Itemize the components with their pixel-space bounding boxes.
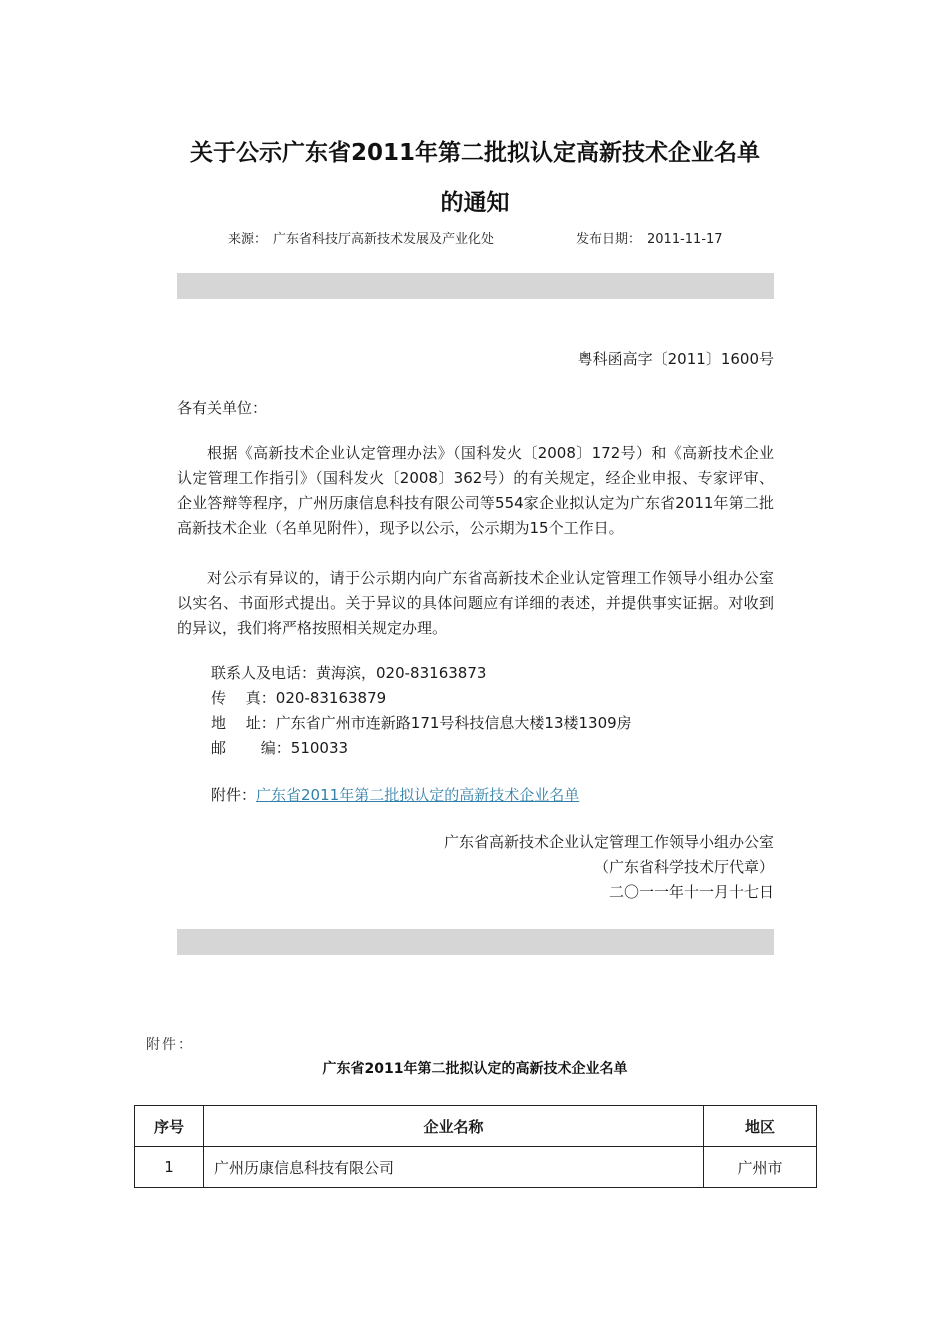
salutation: 各有关单位： xyxy=(177,399,268,417)
bottom-divider-bar xyxy=(177,929,774,955)
source-label: 来源： xyxy=(228,232,268,247)
signature-seal: （广东省科学技术厅代章） xyxy=(593,858,774,876)
body-paragraph-1: 根据《高新技术企业认定管理办法》（国科发火〔2008〕172号）和《高新技术企业认定管理工作指引》（国科发火〔2008〕362号）的有关规定，经企业申报、专家评审、企业答辩等程序，广州历康信息科技有限公司等554家企业拟认定为广东省2011年第二批高新技术企业（名单见附件），现予以公示，公示期为15个工作日。 xyxy=(177,444,774,537)
cell-number: 1 xyxy=(135,1147,204,1188)
attachment-link[interactable]: 广东省2011年第二批拟认定的高新技术企业名单 xyxy=(256,786,580,804)
contact-person-value: 黄海滨，020-83163873 xyxy=(316,664,487,682)
contact-person xyxy=(211,661,486,686)
signature-organization: 广东省高新技术企业认定管理工作领导小组办公室 xyxy=(443,833,774,851)
table-header-row xyxy=(135,1106,817,1147)
source-value: 广东省科技厅高新技术发展及产业化处 xyxy=(273,232,495,247)
postcode-value: 510033 xyxy=(290,739,349,757)
page-title: 关于公示广东省2011年第二批拟认定高新技术企业名单 xyxy=(189,140,760,166)
attachment-label: 附件： xyxy=(211,786,257,804)
attachment-section-label: 附件： xyxy=(146,1037,194,1053)
contact-address xyxy=(211,711,632,736)
cell-region: 广州市 xyxy=(704,1147,817,1188)
fax-value: 020-83163879 xyxy=(275,689,387,707)
contact-person-label: 联系人及电话： xyxy=(211,664,317,682)
enterprise-table xyxy=(134,1105,817,1188)
body-paragraph-2: 对公示有异议的，请于公示期内向广东省高新技术企业认定管理工作领导小组办公室以实名、书面形式提出。关于异议的具体问题应有详细的表述，并提供事实证据。对收到的异议，我们将严格按照相关规定办理。 xyxy=(177,569,774,637)
column-header-name: 企业名称 xyxy=(204,1106,704,1147)
fax-label: 传 真： xyxy=(211,689,276,707)
column-header-number: 序号 xyxy=(135,1106,204,1147)
table-row xyxy=(135,1147,817,1188)
reference-number: 粤科函高字〔2011〕1600号 xyxy=(577,350,774,368)
address-label: 地 址： xyxy=(211,714,276,732)
cell-company-name: 广州历康信息科技有限公司 xyxy=(204,1147,704,1188)
column-header-region: 地区 xyxy=(704,1106,817,1147)
page-title-line2: 的通知 xyxy=(440,190,510,216)
address-value: 广东省广州市连新路171号科技信息大楼13楼1309房 xyxy=(275,714,632,732)
date-value: 2011-11-17 xyxy=(647,232,723,247)
attachment-title: 广东省2011年第二批拟认定的高新技术企业名单 xyxy=(322,1061,628,1077)
date-label: 发布日期： xyxy=(576,232,642,247)
postcode-label: 邮 编： xyxy=(211,739,291,757)
source-line xyxy=(228,228,494,247)
contact-fax xyxy=(211,686,386,711)
signature-date: 二〇一一年十一月十七日 xyxy=(608,883,774,901)
contact-postcode xyxy=(211,736,348,761)
date-line xyxy=(576,228,723,247)
attachment-line xyxy=(211,783,579,808)
top-divider-bar xyxy=(177,273,774,299)
